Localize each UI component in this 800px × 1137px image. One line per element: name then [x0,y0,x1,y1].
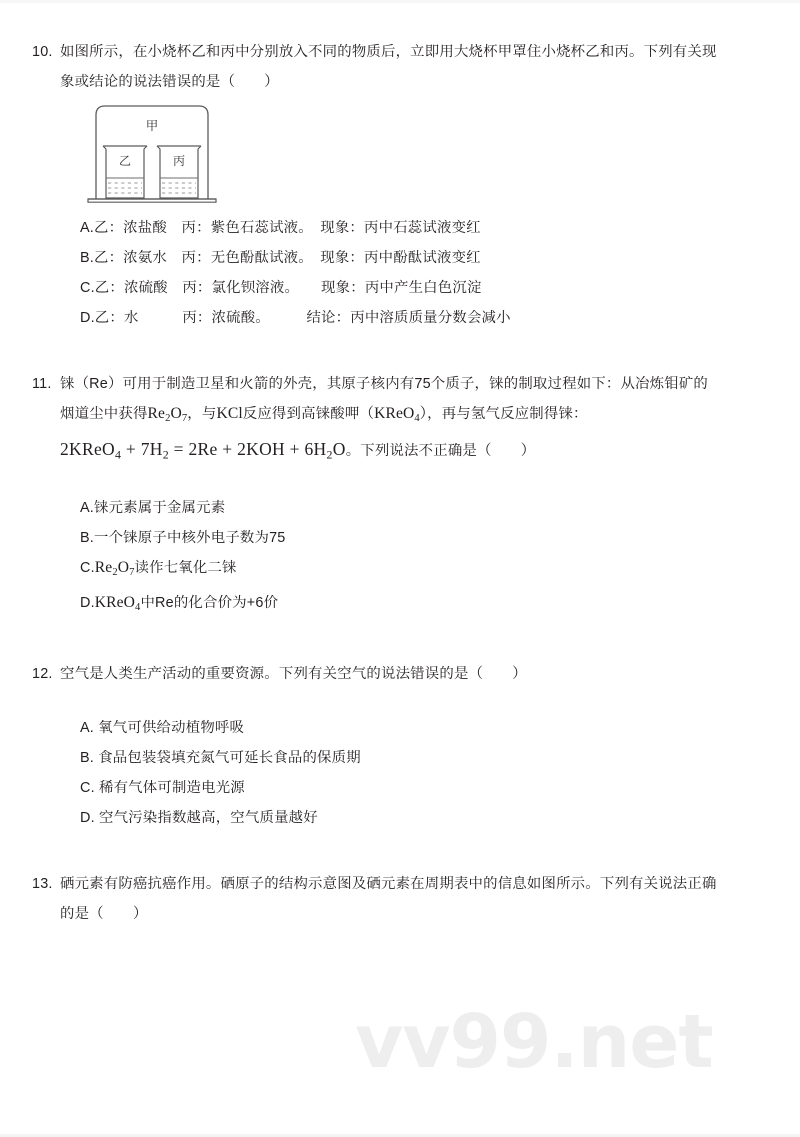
q11-opt-a-text: 铼元素属于金属元素 [94,500,226,517]
q11-opt-d-label: D. [80,595,95,612]
question-11-number: 11. [32,376,52,392]
question-12-line-1: 空气是人类生产活动的重要资源。下列有关空气的说法错误的是（ ） [60,666,527,683]
question-10-options [32,213,776,333]
question-13-number: 13. [32,876,53,893]
formula-kreo4: KReO$_4$ [374,405,420,424]
question-11-options [32,493,776,623]
formula-kcl: KCl [216,405,243,422]
question-13-text [60,869,776,929]
question-11 [32,369,776,623]
figure-label-yi: 乙 [118,154,132,168]
q11-opt-c-text: 读作七氧化二铼 [134,560,237,577]
question-12-option-b[interactable]: B. 食品包装袋填充氮气可延长食品的保质期 [80,750,361,767]
question-10-option-c[interactable]: C.乙：浓硫酸 丙：氯化钡溶液。 现象：丙中产生白色沉淀 [80,280,482,296]
question-12-options [32,713,776,833]
question-12-option-a[interactable]: A. 氧气可供给动植物呼吸 [80,720,245,737]
formula-re2o7: $Re_2O_7$ [147,405,188,424]
question-11-option-d[interactable] [32,588,776,623]
formula-re2o7-option: $Re_2O_7$ [94,559,135,579]
question-10 [32,37,776,333]
question-10-option-a[interactable]: A.乙：浓盐酸 丙：紫色石蕊试液。 现象：丙中石蕊试液变红 [80,220,481,236]
question-12-number: 12. [32,666,53,683]
question-11-stem [32,369,776,469]
question-10-option-b[interactable]: B.乙：浓氨水 丙：无色酚酞试液。 现象：丙中酚酞试液变红 [80,250,481,266]
question-10-number: 10. [32,44,53,60]
q11-l2-text-a: 烟道尘中获得 [60,406,148,422]
question-13-stem [32,869,776,929]
question-12-stem [32,659,776,689]
question-13-line-1: 硒元素有防癌抗癌作用。硒原子的结构示意图及硒元素在周期表中的信息如图所示。下列有关说法正确 [60,876,717,893]
question-11-line-2 [60,399,776,434]
question-12-option-d[interactable]: D. 空气污染指数越高，空气质量越好 [80,810,318,827]
question-10-text [60,37,776,97]
question-11-line-3 [60,434,776,469]
question-12-text [60,659,776,689]
q11-opt-a-label: A. [80,500,94,517]
q11-opt-c-label: C. [80,560,95,577]
question-12 [32,659,776,833]
question-10-line-1: 如图所示，在小烧杯乙和丙中分别放入不同的物质后，立即用大烧杯甲罩住小烧杯乙和丙。下列有关现 [60,44,717,60]
beaker-experiment-diagram [82,103,222,203]
question-10-figure-container [32,103,776,203]
q11-l2-text-c: 反应得到高铼酸呷（ [242,406,375,422]
figure-label-bing: 丙 [172,154,186,168]
document-content [0,3,800,929]
figure-label-jia: 甲 [145,119,159,133]
chemical-equation: 2KReO$_4$ + $7H_2 = 2Re + 2KOH + 6H_2O$ [60,438,346,462]
question-12-option-c[interactable]: C. 稀有气体可制造电光源 [80,780,245,797]
q11-l2-text-b: ，与 [187,406,217,422]
question-11-option-b[interactable] [32,523,776,553]
q11-opt-d-text: 中Re的化合价为+6价 [140,595,279,612]
site-watermark: vv99.net [355,999,713,1085]
question-11-line-1: 铼（Re）可用于制造卫星和火箭的外壳，其原子核内有75个质子，铼的制取过程如下：从冶炼钼矿的 [60,376,709,392]
question-11-text [60,369,776,469]
q11-opt-b-text: 一个铼原子中核外电子数为75 [94,530,286,547]
question-13 [32,869,776,929]
question-10-line-2: 象或结论的说法错误的是（ ） [60,74,279,90]
question-11-option-a[interactable] [32,493,776,523]
question-11-option-c[interactable] [32,553,776,588]
q11-opt-b-label: B. [80,530,94,547]
q11-l2-text-d: ），再与氢气反应制得铼： [419,406,588,422]
question-10-option-d[interactable]: D.乙：水 丙：浓硫酸。 结论：丙中溶质质量分数会减小 [80,310,511,326]
q11-l3-tail: 。下列说法不正确是（ ） [345,442,536,459]
formula-kreo4-option: KReO$_4$ [94,594,141,614]
question-13-line-2: 的是（ ） [60,906,148,923]
question-10-stem [32,37,776,97]
